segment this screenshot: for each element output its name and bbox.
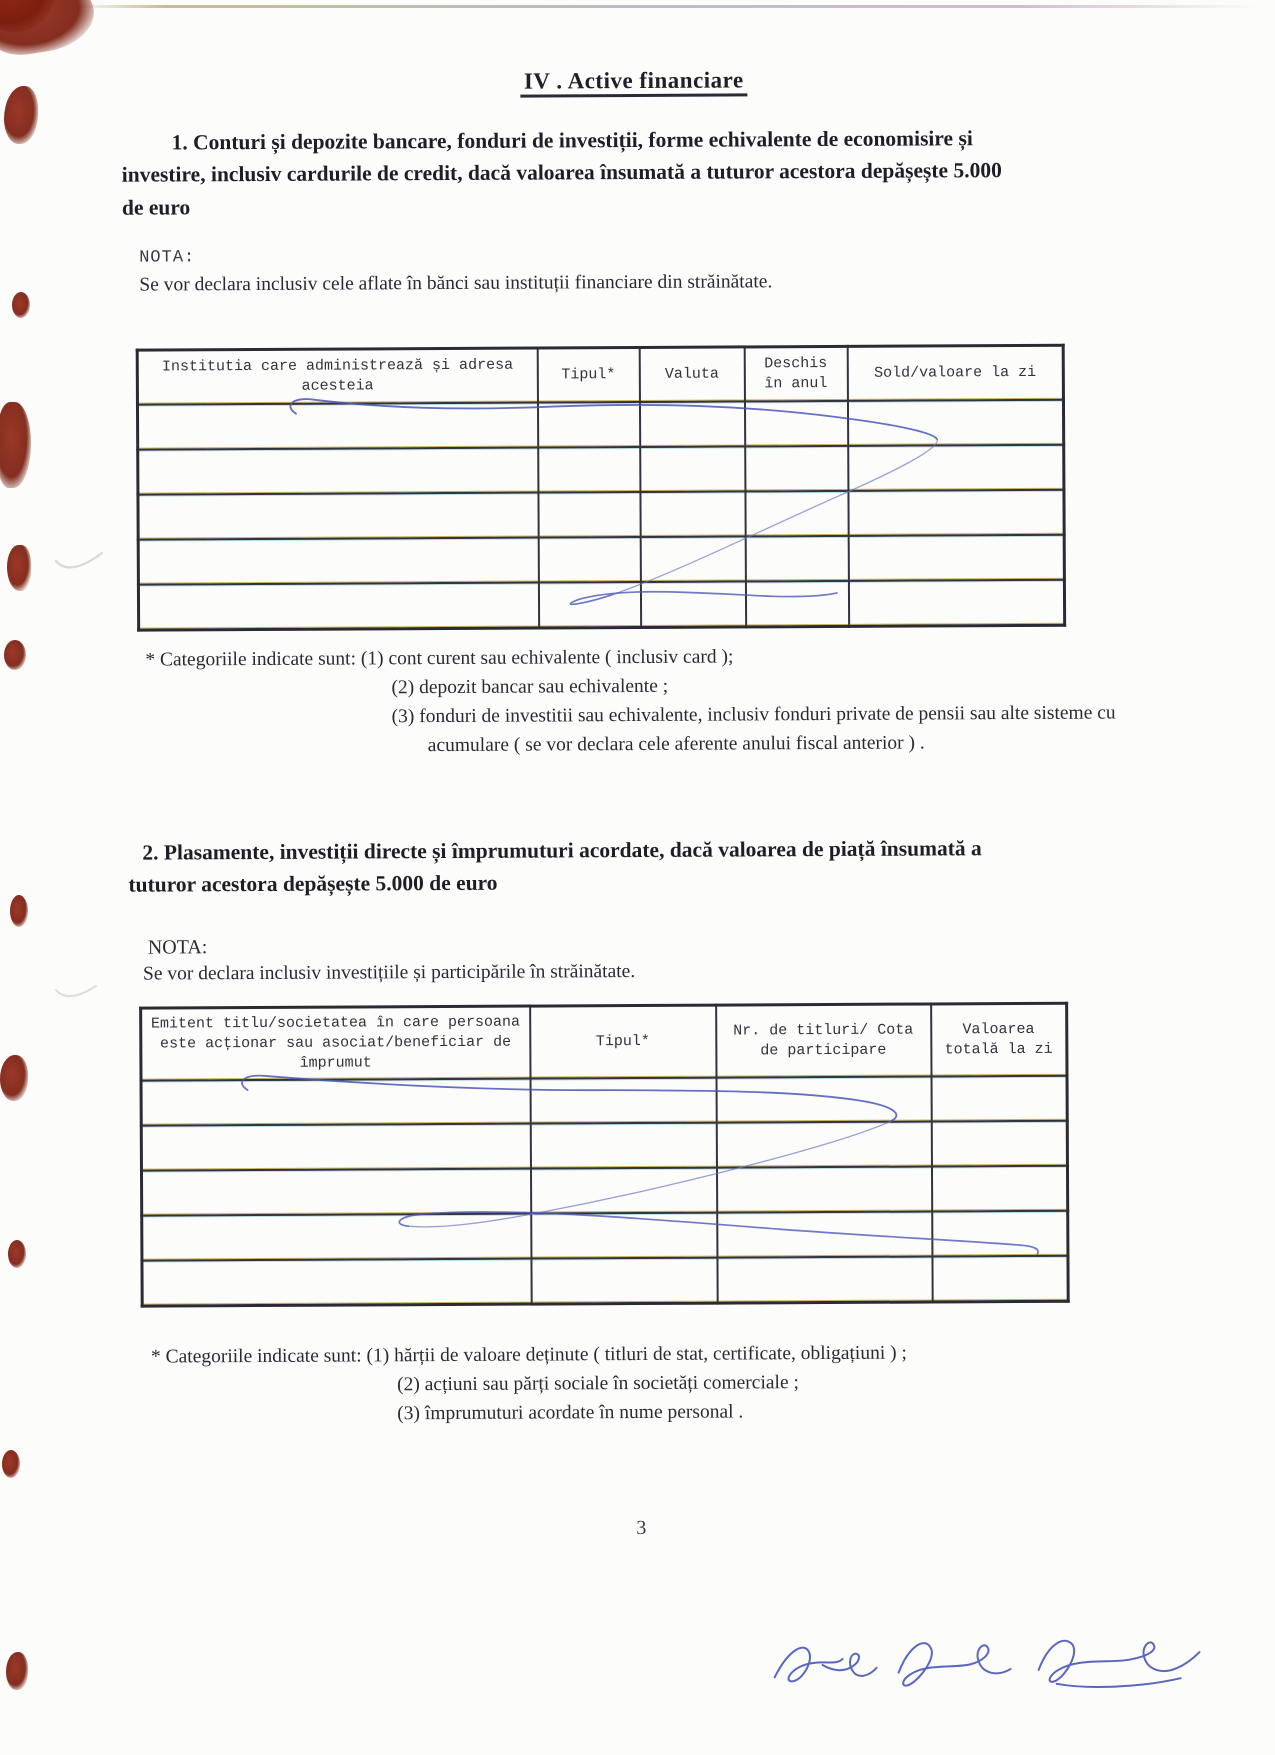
- table-cell: [138, 583, 538, 630]
- table-cell: [931, 1121, 1067, 1167]
- footnote-item-3: (3) împrumuturi acordate în nume personal .: [397, 1401, 744, 1424]
- page-number: 3: [636, 1516, 647, 1540]
- table-cell: [745, 536, 848, 582]
- table-cell: [931, 1076, 1067, 1122]
- header-issuer: Emitent titlu/societatea în care persoana este acționar sau asociat/beneficiar de împrumut: [141, 1006, 530, 1081]
- table-cell: [745, 581, 848, 627]
- table-row: [138, 580, 1064, 630]
- table-cell: [538, 492, 640, 538]
- table-row: [141, 1166, 1067, 1216]
- section-2-footnote: [151, 1338, 1151, 1430]
- table-cell: [141, 1169, 530, 1216]
- footnote-item-3: (3) fonduri de investitii sau echivalente, inclusiv fonduri private de pensii sau alte sisteme cu acumulare ( se vor declara cele aferente anului fiscal anterior ) .: [391, 702, 1116, 756]
- table-row: [142, 1256, 1068, 1306]
- table-cell: [137, 403, 537, 450]
- table-cell: [745, 491, 848, 537]
- table-cell: [639, 401, 744, 447]
- table-cell: [138, 538, 538, 585]
- bank-accounts-table: [136, 344, 1066, 631]
- table-cell: [848, 445, 1064, 491]
- table-cell: [745, 446, 848, 492]
- table-cell: [530, 1123, 716, 1169]
- table-cell: [142, 1214, 531, 1261]
- header-shares: Nr. de titluri/ Cota de participare: [716, 1004, 931, 1078]
- header-currency: Valuta: [639, 347, 744, 402]
- footnote-item-2: (2) depozit bancar sau echivalente ;: [391, 675, 669, 699]
- table-cell: [142, 1259, 531, 1306]
- section-2-nota-label: NOTA:: [147, 936, 208, 959]
- table-cell: [538, 537, 640, 583]
- header-total-value: Valoarea totală la zi: [931, 1003, 1067, 1076]
- table-cell: [531, 1258, 717, 1304]
- section-1-nota-label: NOTA:: [139, 248, 196, 268]
- table-cell: [640, 581, 745, 627]
- table-row: [138, 535, 1064, 585]
- table-header-row: [141, 1003, 1067, 1080]
- table-cell: [538, 582, 640, 628]
- section-1-footnote: [145, 642, 1116, 762]
- footnote-intro: * Categoriile indicate sunt:: [150, 1345, 362, 1368]
- table-cell: [932, 1211, 1068, 1257]
- footnote-intro: * Categoriile indicate sunt:: [145, 648, 357, 671]
- table-cell: [141, 1124, 530, 1171]
- table-row: [138, 490, 1064, 540]
- table-cell: [538, 447, 640, 493]
- table-cell: [716, 1076, 931, 1122]
- table-row: [141, 1121, 1067, 1171]
- section-2-heading: 2. Plasamente, investiții directe și împrumuturi acordate, dacă valoarea de piață însumată a tuturor acestora depășește 5.000 de euro: [128, 836, 982, 897]
- table-cell: [530, 1078, 716, 1124]
- table-row: [138, 445, 1064, 495]
- header-opened-year: Deschis în anul: [744, 346, 847, 401]
- header-type: Tipul*: [530, 1005, 716, 1078]
- table-cell: [717, 1211, 932, 1257]
- header-type: Tipul*: [537, 347, 639, 402]
- investments-table: [139, 1002, 1070, 1307]
- table-cell: [640, 536, 745, 582]
- table-cell: [716, 1121, 931, 1167]
- table-cell: [138, 493, 538, 540]
- header-balance: Sold/valoare la zi: [847, 345, 1063, 401]
- table-cell: [531, 1213, 717, 1259]
- section-1-nota-text: Se vor declara inclusiv cele aflate în bănci sau instituții financiare din străinătate.: [139, 271, 773, 296]
- table-header-row: [137, 345, 1063, 404]
- table-cell: [530, 1168, 716, 1214]
- table-cell: [141, 1079, 530, 1126]
- footnote-item-2: (2) acțiuni sau părți sociale în societăți comerciale ;: [397, 1372, 799, 1396]
- table-cell: [847, 400, 1063, 446]
- handwritten-signature: [756, 1623, 1207, 1725]
- table-cell: [932, 1256, 1068, 1302]
- document-title-text: IV . Active financiare: [520, 67, 748, 97]
- table-cell: [744, 401, 847, 447]
- table-cell: [138, 448, 538, 495]
- header-institution: Institutia care administrează și adresa acesteia: [137, 348, 537, 405]
- table-cell: [931, 1166, 1067, 1212]
- table-row: [141, 1076, 1067, 1126]
- footnote-item-1: (1) hărții de valoare deținute ( titluri de stat, certificate, obligațiuni ) ;: [366, 1342, 907, 1367]
- table-cell: [717, 1256, 932, 1302]
- table-cell: [848, 580, 1064, 626]
- table-cell: [848, 535, 1064, 581]
- document-title: [0, 65, 1271, 98]
- table-cell: [848, 490, 1064, 536]
- table-row: [142, 1211, 1068, 1261]
- table-cell: [537, 402, 639, 448]
- section-1-heading: 1. Conturi și depozite bancare, fonduri de investiții, forme echivalente de economisire și investire, inclusiv cardurile de credit, dacă valoarea însumată a tuturor acestora depășește 5.000 de euro: [121, 126, 1002, 220]
- table-cell: [716, 1166, 931, 1212]
- table-row: [137, 400, 1063, 450]
- section-2-nota-text: Se vor declara inclusiv investițiile și participările în străinătate.: [142, 961, 636, 985]
- footnote-item-1: (1) cont curent sau echivalente ( inclusiv card );: [360, 646, 734, 670]
- table-cell: [640, 446, 745, 492]
- table-cell: [640, 491, 745, 537]
